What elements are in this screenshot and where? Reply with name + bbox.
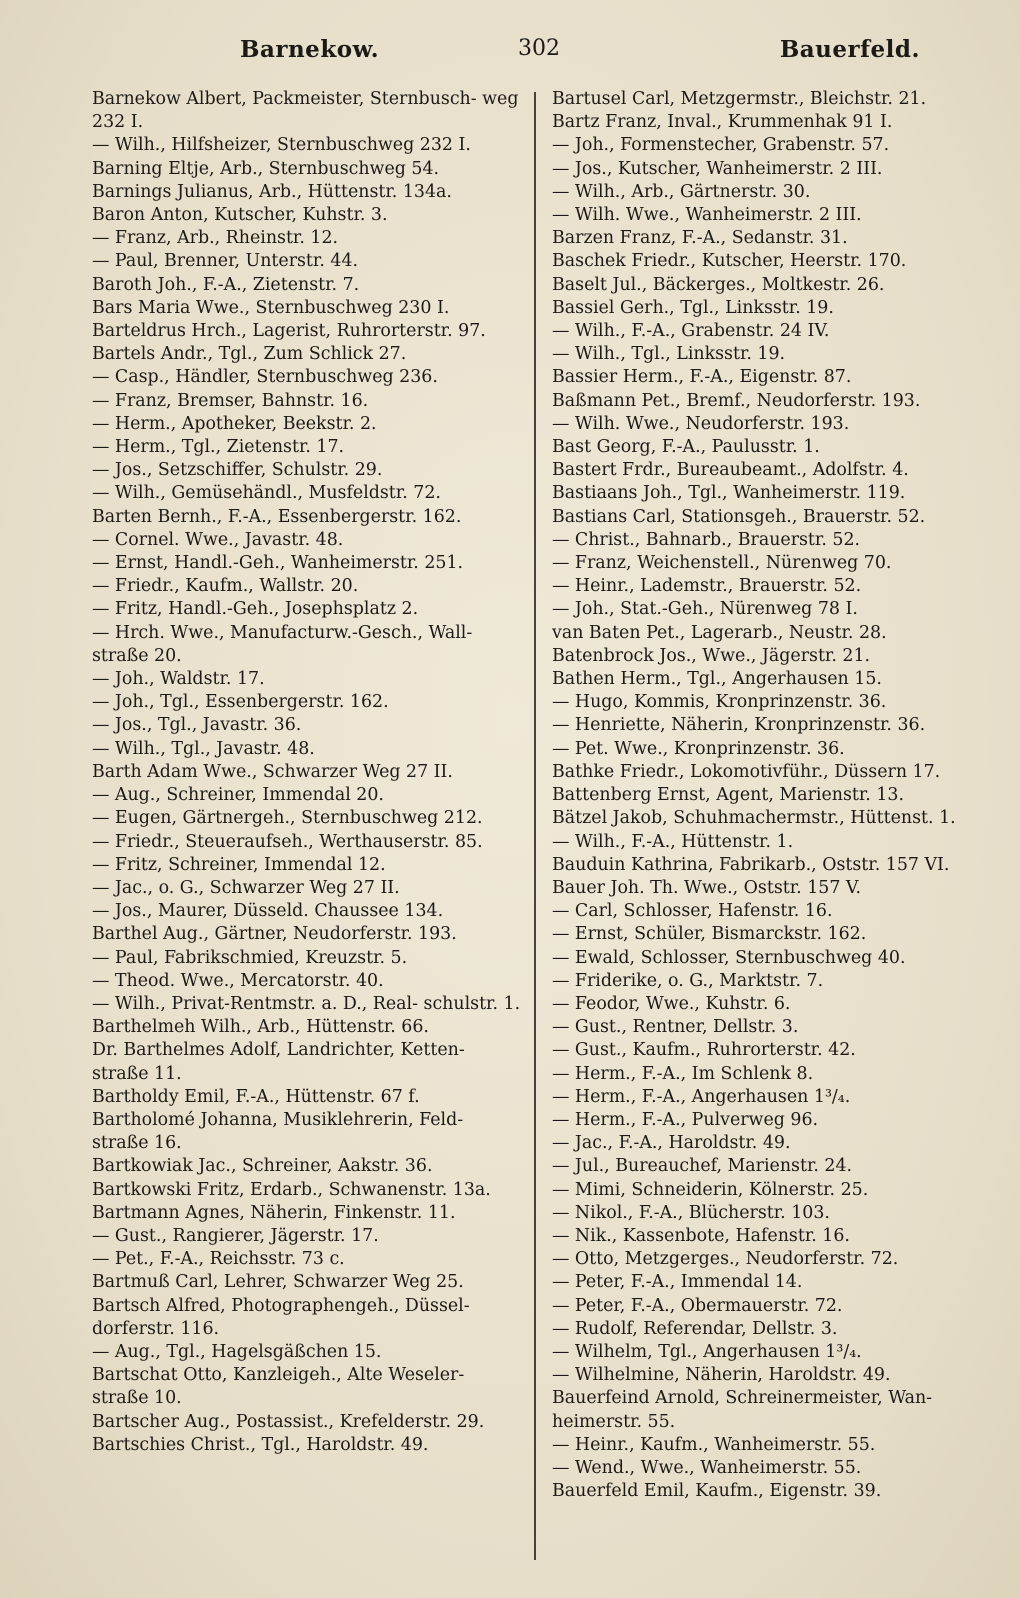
- column-divider: [534, 92, 536, 1560]
- directory-entry: Bathke Friedr., Lokomotivführ., Düssern 17.: [552, 761, 941, 782]
- directory-entry: — Wilh., Hilfsheizer, Sternbuschweg 232 I.: [92, 135, 471, 156]
- directory-entry: — Aug., Tgl., Hagelsgäßchen 15.: [92, 1341, 382, 1362]
- directory-entry: — Peter, F.-A., Obermauerstr. 72.: [552, 1295, 843, 1316]
- directory-entry: — Ernst, Handl.-Geh., Wanheimerstr. 251.: [92, 553, 464, 574]
- directory-entry: — Franz, Arb., Rheinstr. 12.: [92, 228, 339, 249]
- directory-entry: Bartholdy Emil, F.-A., Hüttenstr. 67 f.: [92, 1086, 420, 1107]
- directory-entry: — Wilh., F.-A., Hüttenstr. 1.: [552, 831, 794, 852]
- directory-entry: — Henriette, Näherin, Kronprinzenstr. 36.: [552, 715, 926, 736]
- directory-entry: Bartkowski Fritz, Erdarb., Schwanenstr. 13a.: [92, 1179, 491, 1200]
- directory-entry: Dr. Barthelmes Adolf, Landrichter, Ketten- straße 11.: [92, 1040, 465, 1084]
- directory-entry: — Jos., Kutscher, Wanheimerstr. 2 III.: [552, 158, 883, 179]
- directory-entry: Bastert Frdr., Bureaubeamt., Adolfstr. 4.: [552, 460, 909, 481]
- directory-entry: — Cornel. Wwe., Javastr. 48.: [92, 529, 344, 550]
- directory-entry: — Friedr., Kaufm., Wallstr. 20.: [92, 576, 359, 597]
- directory-entry: — Wilhelm, Tgl., Angerhausen 1³/₄.: [552, 1341, 862, 1362]
- directory-entry: — Herm., Tgl., Zietenstr. 17.: [92, 437, 345, 458]
- directory-entry: — Wilhelmine, Näherin, Haroldstr. 49.: [552, 1365, 891, 1386]
- header-left-keyword: Barnekow.: [240, 36, 380, 63]
- directory-entry: — Wilh. Wwe., Neudorferstr. 193.: [552, 413, 850, 434]
- directory-entry: Bartscher Aug., Postassist., Krefelderstr. 29.: [92, 1411, 485, 1432]
- directory-entry: Bartholomé Johanna, Musiklehrerin, Feld- straße 16.: [92, 1109, 464, 1154]
- directory-entry: Baron Anton, Kutscher, Kuhstr. 3.: [92, 205, 388, 226]
- directory-entry: — Jos., Maurer, Düsseld. Chaussee 134.: [92, 901, 444, 922]
- directory-entry: — Jul., Bureauchef, Marienstr. 24.: [552, 1156, 853, 1177]
- directory-entry: — Mimi, Schneiderin, Kölnerstr. 25.: [552, 1179, 869, 1200]
- directory-entry: Bathen Herm., Tgl., Angerhausen 15.: [552, 669, 882, 690]
- directory-entry: Bartusel Carl, Metzgermstr., Bleichstr. 21.: [552, 89, 927, 109]
- right-column: [552, 88, 984, 1503]
- directory-entry: Bast Georg, F.-A., Paulusstr. 1.: [552, 437, 820, 458]
- directory-entry: Bartschat Otto, Kanzleigeh., Alte Weseler- straße 10.: [92, 1365, 465, 1409]
- directory-entry: — Herm., F.-A., Im Schlenk 8.: [552, 1063, 814, 1084]
- directory-entry: — Carl, Schlosser, Hafenstr. 16.: [552, 901, 833, 922]
- directory-entry: — Wilh., Privat-Rentmstr. a. D., Real- schulstr. 1.: [92, 993, 521, 1014]
- directory-entry: — Feodor, Wwe., Kuhstr. 6.: [552, 993, 791, 1014]
- directory-entry: — Heinr., Kaufm., Wanheimerstr. 55.: [552, 1434, 876, 1455]
- directory-entry: — Fritz, Schreiner, Immendal 12.: [92, 854, 386, 875]
- directory-entry: — Paul, Fabrikschmied, Kreuzstr. 5.: [92, 947, 408, 968]
- page-header: [92, 36, 968, 70]
- directory-entry: Bauerfeind Arnold, Schreinermeister, Wan- heimerstr. 55.: [552, 1388, 933, 1432]
- directory-entry: — Joh., Tgl., Essenbergerstr. 162.: [92, 692, 389, 713]
- directory-entry: Bauerfeld Emil, Kaufm., Eigenstr. 39.: [552, 1481, 882, 1502]
- directory-entry: — Eugen, Gärtnergeh., Sternbuschweg 212.: [92, 808, 483, 829]
- directory-entry: Bartsch Alfred, Photographengeh., Düssel- dorferstr. 116.: [92, 1295, 470, 1339]
- directory-entry: — Wilh. Wwe., Wanheimerstr. 2 III.: [552, 205, 862, 226]
- directory-entry: — Joh., Waldstr. 17.: [92, 669, 265, 690]
- directory-entry: — Christ., Bahnarb., Brauerstr. 52.: [552, 529, 861, 550]
- directory-entry: van Baten Pet., Lagerarb., Neustr. 28.: [552, 622, 887, 643]
- directory-entry: — Hrch. Wwe., Manufacturw.-Gesch., Wall- straße 20.: [92, 622, 473, 666]
- directory-entry: — Wilh., Arb., Gärtnerstr. 30.: [552, 181, 811, 202]
- directory-entry: — Friderike, o. G., Marktstr. 7.: [552, 970, 824, 991]
- directory-entry: Barthel Aug., Gärtner, Neudorferstr. 193.: [92, 924, 457, 945]
- directory-entry: — Franz, Weichenstell., Nürenweg 70.: [552, 553, 892, 574]
- directory-entry: Bauduin Kathrina, Fabrikarb., Oststr. 157 VI.: [552, 854, 950, 875]
- directory-entry: Barning Eltje, Arb., Sternbuschweg 54.: [92, 158, 440, 179]
- directory-entry: Bastians Carl, Stationsgeh., Brauerstr. 52.: [552, 506, 926, 527]
- directory-entry: Bauer Joh. Th. Wwe., Oststr. 157 V.: [552, 877, 861, 898]
- directory-entry: — Gust., Rentner, Dellstr. 3.: [552, 1017, 799, 1038]
- directory-entry: — Herm., F.-A., Pulverweg 96.: [552, 1109, 819, 1130]
- directory-entry: — Herm., Apotheker, Beekstr. 2.: [92, 413, 377, 434]
- directory-entry: — Friedr., Steueraufseh., Werthauserstr. 85.: [92, 831, 483, 852]
- directory-entry: — Paul, Brenner, Unterstr. 44.: [92, 251, 359, 272]
- directory-entry: — Gust., Kaufm., Ruhrorterstr. 42.: [552, 1040, 856, 1061]
- directory-entry: Barthelmeh Wilh., Arb., Hüttenstr. 66.: [92, 1017, 429, 1038]
- directory-entry: Barteldrus Hrch., Lagerist, Ruhrorterstr. 97.: [92, 321, 486, 342]
- directory-entry: Barnekow Albert, Packmeister, Sternbusch- weg 232 I.: [92, 89, 519, 133]
- directory-entry: — Aug., Schreiner, Immendal 20.: [92, 785, 384, 806]
- directory-entry: — Casp., Händler, Sternbuschweg 236.: [92, 367, 438, 388]
- directory-entry: — Wilh., Tgl., Linksstr. 19.: [552, 344, 786, 365]
- directory-entry: Bartz Franz, Inval., Krummenhak 91 I.: [552, 112, 893, 133]
- directory-entry: — Joh., Formenstecher, Grabenstr. 57.: [552, 135, 890, 156]
- directory-entry: Baselt Jul., Bäckerges., Moltkestr. 26.: [552, 274, 885, 295]
- directory-entry: Bassiel Gerh., Tgl., Linksstr. 19.: [552, 297, 834, 318]
- directory-entry: — Nik., Kassenbote, Hafenstr. 16.: [552, 1225, 850, 1246]
- directory-entry: — Peter, F.-A., Immendal 14.: [552, 1272, 803, 1293]
- left-column: [92, 88, 524, 1457]
- directory-entry: Bars Maria Wwe., Sternbuschweg 230 I.: [92, 297, 450, 318]
- page-number: 302: [518, 36, 560, 61]
- directory-entry: — Jac., o. G., Schwarzer Weg 27 II.: [92, 877, 400, 898]
- directory-entry: — Heinr., Lademstr., Brauerstr. 52.: [552, 576, 862, 597]
- directory-entry: — Jac., F.-A., Haroldstr. 49.: [552, 1133, 791, 1154]
- directory-entry: — Ernst, Schüler, Bismarckstr. 162.: [552, 924, 867, 945]
- directory-entry: — Franz, Bremser, Bahnstr. 16.: [92, 390, 369, 411]
- directory-entry: — Pet., F.-A., Reichsstr. 73 c.: [92, 1249, 345, 1270]
- directory-entry: — Wilh., Tgl., Javastr. 48.: [92, 738, 315, 759]
- directory-entry: Barten Bernh., F.-A., Essenbergerstr. 162.: [92, 506, 462, 527]
- directory-entry: Barzen Franz, F.-A., Sedanstr. 31.: [552, 228, 848, 249]
- directory-entry: — Pet. Wwe., Kronprinzenstr. 36.: [552, 738, 845, 759]
- directory-entry: Batenbrock Jos., Wwe., Jägerstr. 21.: [552, 645, 871, 666]
- directory-entry: — Otto, Metzgerges., Neudorferstr. 72.: [552, 1249, 899, 1270]
- directory-entry: Bassier Herm., F.-A., Eigenstr. 87.: [552, 367, 852, 388]
- directory-entry: — Wilh., F.-A., Grabenstr. 24 IV.: [552, 321, 830, 342]
- directory-entry: — Jos., Setzschiffer, Schulstr. 29.: [92, 460, 383, 481]
- directory-entry: Barth Adam Wwe., Schwarzer Weg 27 II.: [92, 761, 453, 782]
- directory-entry: Barnings Julianus, Arb., Hüttenstr. 134a.: [92, 181, 452, 202]
- directory-entry: — Joh., Stat.-Geh., Nürenweg 78 I.: [552, 599, 858, 620]
- directory-entry: — Theod. Wwe., Mercatorstr. 40.: [92, 970, 384, 991]
- directory-entry: — Hugo, Kommis, Kronprinzenstr. 36.: [552, 692, 887, 713]
- directory-entry: — Herm., F.-A., Angerhausen 1³/₄.: [552, 1086, 851, 1107]
- directory-entry: — Wend., Wwe., Wanheimerstr. 55.: [552, 1457, 862, 1478]
- directory-entry: Bastiaans Joh., Tgl., Wanheimerstr. 119.: [552, 483, 906, 504]
- directory-entry: — Wilh., Gemüsehändl., Musfeldstr. 72.: [92, 483, 441, 504]
- directory-entry: Baschek Friedr., Kutscher, Heerstr. 170.: [552, 251, 907, 272]
- directory-entry: — Rudolf, Referendar, Dellstr. 3.: [552, 1318, 838, 1339]
- directory-entry: Baroth Joh., F.-A., Zietenstr. 7.: [92, 274, 360, 295]
- directory-entry: — Jos., Tgl., Javastr. 36.: [92, 715, 302, 736]
- directory-entry: Bartmuß Carl, Lehrer, Schwarzer Weg 25.: [92, 1272, 464, 1293]
- directory-entry: Bartmann Agnes, Näherin, Finkenstr. 11.: [92, 1202, 456, 1223]
- directory-entry: Bartkowiak Jac., Schreiner, Aakstr. 36.: [92, 1156, 433, 1177]
- header-right-keyword: Bauerfeld.: [779, 36, 920, 63]
- directory-entry: — Fritz, Handl.-Geh., Josephsplatz 2.: [92, 599, 419, 620]
- directory-entry: — Gust., Rangierer, Jägerstr. 17.: [92, 1225, 379, 1246]
- directory-entry: — Nikol., F.-A., Blücherstr. 103.: [552, 1202, 830, 1223]
- directory-entry: Bartschies Christ., Tgl., Haroldstr. 49.: [92, 1434, 429, 1455]
- directory-entry: — Ewald, Schlosser, Sternbuschweg 40.: [552, 947, 906, 968]
- directory-entry: Baßmann Pet., Bremf., Neudorferstr. 193.: [552, 390, 921, 411]
- directory-entry: Bätzel Jakob, Schuhmachermstr., Hüttenst. 1.: [552, 808, 956, 829]
- directory-entry: Battenberg Ernst, Agent, Marienstr. 13.: [552, 785, 904, 806]
- directory-entry: Bartels Andr., Tgl., Zum Schlick 27.: [92, 344, 407, 365]
